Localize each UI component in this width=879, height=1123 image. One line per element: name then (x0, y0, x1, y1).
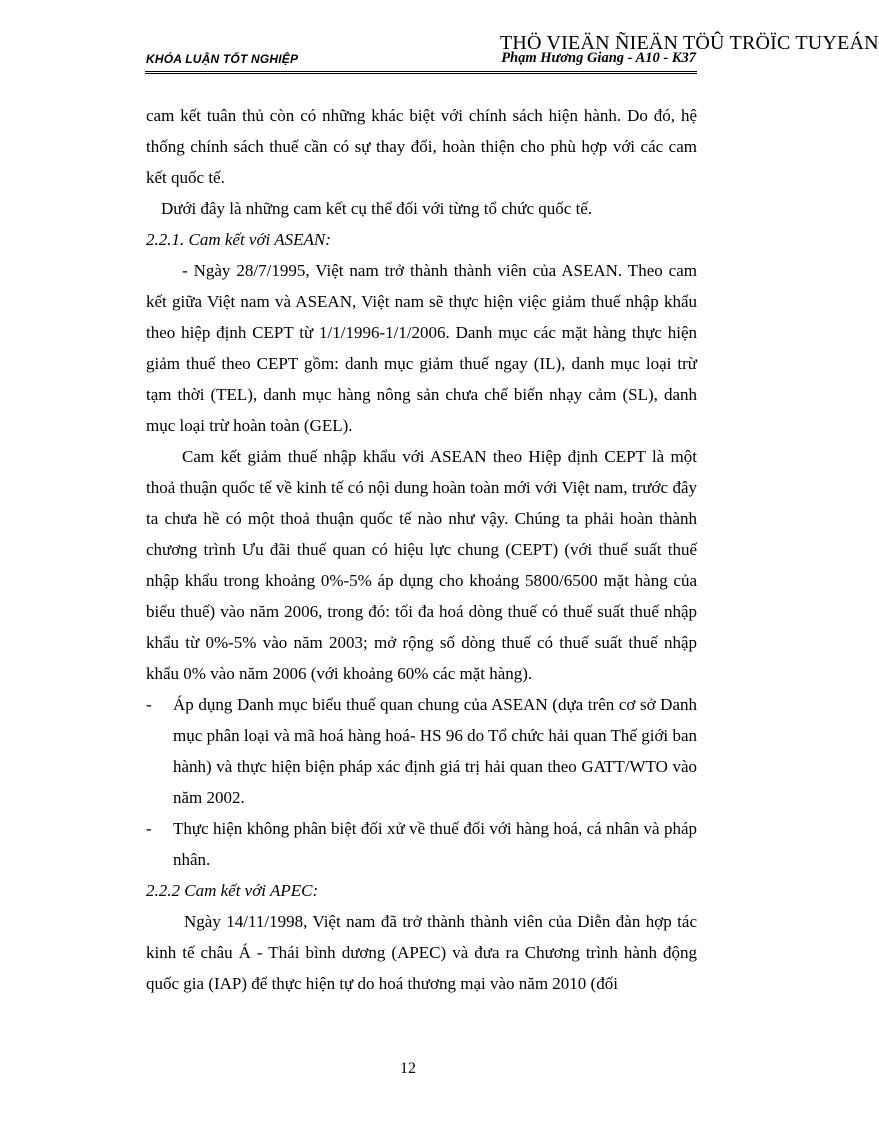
paragraph-commitments-lead: Dưới đây là những cam kết cụ thể đối với từng tổ chức quốc tế. (161, 199, 593, 218)
paragraph-asean-membership: - Ngày 28/7/1995, Việt nam trở thành thành viên của ASEAN. Theo cam kết giữa Việt nam và ASEAN, Việt nam sẽ thực hiện việc giảm thuế nhập khẩu theo hiệp định CEPT từ 1/1/1996-1/1/2006. Danh mục các mặt hàng thực hiện giảm thuế theo CEPT gồm: danh mục giảm thuế ngay (IL), danh mục loại trừ tạm thời (TEL), danh mục hàng nông sản chưa chế biến nhạy cảm (SL), danh mục loại trừ hoàn toàn (GEL). (146, 261, 697, 435)
paragraph-intro: cam kết tuân thủ còn có những khác biệt với chính sách hiện hành. Do đó, hệ thống chính sách thuế cần có sự thay đổi, hoàn thiện cho phù hợp với các cam kết quốc tế. (146, 106, 697, 187)
page-body (146, 100, 697, 999)
bullet-dash: - (146, 695, 152, 714)
page-number: 12 (400, 1060, 416, 1077)
header-thesis-label: KHÓA LUẬN TỐT NGHIỆP (146, 52, 299, 66)
library-watermark: THÖ VIEÄN ÑIEÄN TÖÛ TRÖÏC TUYEÁN (500, 32, 879, 54)
list-item (146, 689, 697, 813)
list-item (146, 813, 697, 875)
section-heading-asean: 2.2.1. Cam kết với ASEAN: (146, 230, 331, 249)
list-item-text: Thực hiện không phân biệt đối xử về thuế đối với hàng hoá, cá nhân và pháp nhân. (173, 819, 697, 869)
section-heading-apec: 2.2.2 Cam kết với APEC: (146, 881, 319, 900)
paragraph-cept-agreement: Cam kết giảm thuế nhập khẩu với ASEAN theo Hiệp định CEPT là một thoả thuận quốc tế về kinh tế có nội dung hoàn toàn mới với Việt nam, trước đây ta chưa hề có một thoả thuận quốc tế nào như vậy. Chúng ta phải hoàn thành chương trình Ưu đãi thuế quan có hiệu lực chung (CEPT) (với thuế suất thuế nhập khẩu trong khoảng 0%-5% áp dụng cho khoảng 5800/6500 mặt hàng của biểu thuế) vào năm 2006, trong đó: tối đa hoá dòng thuế có thuế suất thuế nhập khẩu từ 0%-5% vào năm 2003; mở rộng số dòng thuế có thuế suất thuế nhập khẩu 0% vào năm 2006 (với khoảng 60% các mặt hàng). (146, 447, 697, 683)
header-divider (145, 71, 697, 74)
header-author: Phạm Hương Giang - A10 - K37 (501, 50, 696, 66)
bullet-dash: - (146, 819, 152, 838)
list-item-text: Áp dụng Danh mục biểu thuế quan chung của ASEAN (dựa trên cơ sở Danh mục phân loại và mã hoá hàng hoá- HS 96 do Tổ chức hải quan Thế giới ban hành) và thực hiện biện pháp xác định giá trị hải quan theo GATT/WTO vào năm 2002. (173, 695, 697, 807)
paragraph-apec-membership: Ngày 14/11/1998, Việt nam đã trở thành thành viên của Diễn đàn hợp tác kinh tế châu Á - Thái bình dương (APEC) và đưa ra Chương trình hành động quốc gia (IAP) để thực hiện tự do hoá thương mại vào năm 2010 (đối (146, 912, 697, 993)
